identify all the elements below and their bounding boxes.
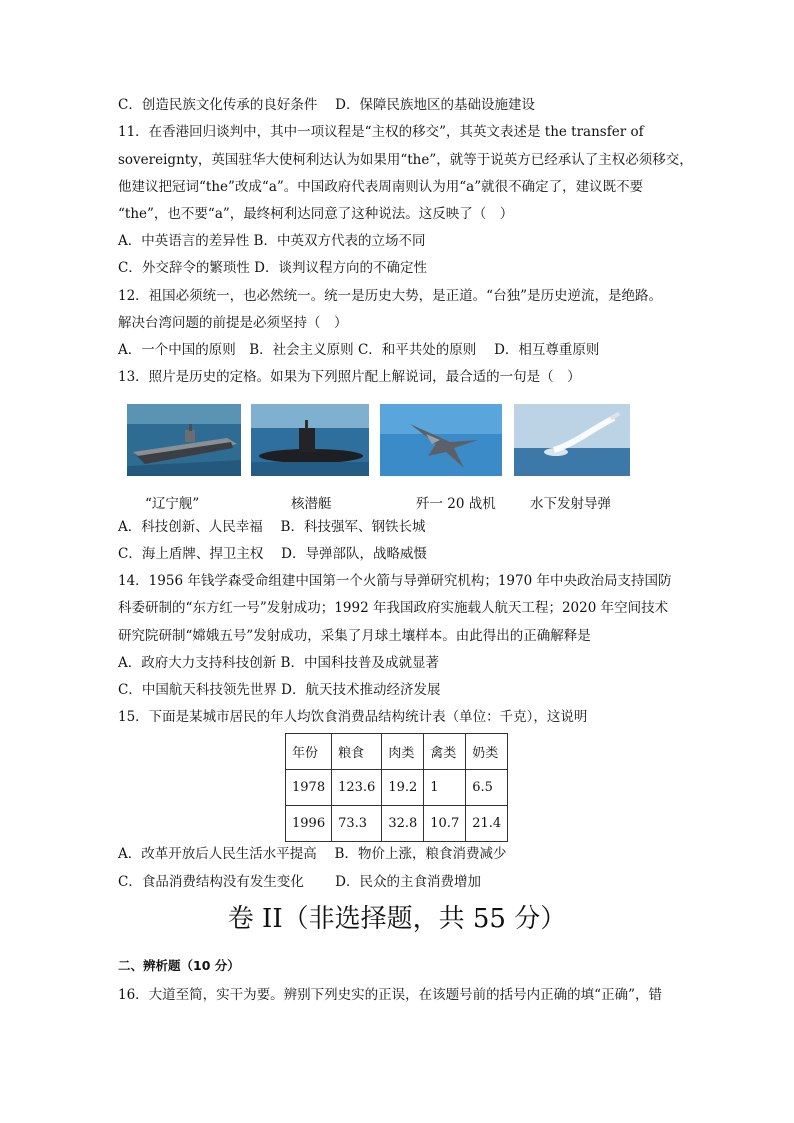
q14-options-cd: C．中国航天科技领先世界 D．航天技术推动经济发展: [118, 682, 441, 698]
q10-option-c-d: C．创造民族文化传承的良好条件 D．保障民族地区的基础设施建设: [118, 97, 535, 113]
caption-j20: 歼一 20 战机: [416, 496, 496, 512]
q13-options-ab: A．科技创新、人民幸福 B．科技强军、钢铁长城: [118, 519, 426, 535]
table-cell: 1978: [286, 770, 332, 806]
table-cell: 1: [424, 770, 466, 806]
table-header-cell: 禽类: [424, 734, 466, 770]
q13-stem: 13．照片是历史的定格。如果为下列照片配上解说词，最合适的一句是（ ）: [118, 369, 581, 385]
q14-stem-1: 14．1956 年钱学森受命组建中国第一个火箭与导弹研究机构；1970 年中央政治局支持国防: [118, 573, 672, 589]
table-cell: 10.7: [424, 806, 466, 842]
section-2-heading: 二、辨析题（10 分）: [118, 958, 240, 973]
caption-missile: 水下发射导弹: [530, 496, 611, 512]
table-header-cell: 粮食: [332, 734, 382, 770]
caption-submarine: 核潜艇: [291, 496, 332, 512]
table-row: [286, 806, 508, 842]
q15-options-ab: A．改革开放后人民生活水平提高 B．物价上涨，粮食消费减少: [118, 846, 507, 862]
table-cell: 21.4: [466, 806, 508, 842]
table-cell: 19.2: [382, 770, 424, 806]
aircraft-carrier-photo: [127, 404, 241, 476]
q12-options: A．一个中国的原则 B．社会主义原则 C．和平共处的原则 D．相互尊重原则: [118, 342, 600, 358]
underwater-missile-launch-photo: [514, 404, 630, 476]
table-header-cell: 年份: [286, 734, 332, 770]
q13-options-cd: C．海上盾牌、捍卫主权 D．导弹部队，战略威慑: [118, 546, 427, 562]
table-row: [286, 770, 508, 806]
table-cell: 32.8: [382, 806, 424, 842]
q11-stem-4: “the”，也不要“a”，最终柯利达同意了这种说法。这反映了（ ）: [118, 206, 514, 222]
q11-stem-3: 他建议把冠词“the”改成“a”。中国政府代表周南则认为用“a”就很不确定了，建议既不要: [118, 179, 644, 195]
table-cell: 123.6: [332, 770, 382, 806]
q16-stem: 16．大道至简，实干为要。辨别下列史实的正误，在该题号前的括号内正确的填“正确”，错: [118, 987, 662, 1003]
section-title: 卷 II（非选择题，共 55 分）: [227, 904, 567, 934]
j20-fighter-photo: [380, 404, 502, 476]
q15-options-cd: C．食品消费结构没有发生变化 D．民众的主食消费增加: [118, 874, 481, 890]
q11-stem-2: sovereignty，英国驻华大使柯利达认为如果用“the”，就等于说英方已经承认了主权必须移交，: [118, 152, 693, 168]
table-cell: 1996: [286, 806, 332, 842]
q11-stem-1: 11．在香港回归谈判中，其中一项议程是“主权的移交”，其英文表述是 the transfer of: [118, 124, 644, 140]
q11-options-ab: A．中英语言的差异性 B．中英双方代表的立场不同: [118, 233, 426, 249]
table-header-row: [286, 734, 508, 770]
caption-liaoning: “辽宁舰”: [145, 496, 200, 512]
table-cell: 73.3: [332, 806, 382, 842]
consumption-table: [285, 733, 508, 842]
q15-stem: 15．下面是某城市居民的年人均饮食消费品结构统计表（单位：千克），这说明: [118, 709, 588, 725]
table-cell: 6.5: [466, 770, 508, 806]
q14-stem-3: 研究院研制“嫦娥五号”发射成功，采集了月球土壤样本。由此得出的正确解释是: [118, 628, 591, 644]
table-header-cell: 肉类: [382, 734, 424, 770]
q14-stem-2: 科委研制的“东方红一号”发射成功；1992 年我国政府实施载人航天工程；2020 年空间技术: [118, 600, 669, 616]
q11-options-cd: C．外交辞令的繁琐性 D．谈判议程方向的不确定性: [118, 260, 427, 276]
q12-stem-2: 解决台湾问题的前提是必须坚持（ ）: [118, 315, 348, 331]
nuclear-submarine-photo: [251, 404, 369, 476]
q12-stem-1: 12．祖国必须统一，也必然统一。统一是历史大势，是正道。“台独”是历史逆流，是绝路。: [118, 288, 662, 304]
table-header-cell: 奶类: [466, 734, 508, 770]
q14-options-ab: A．政府大力支持科技创新 B．中国科技普及成就显著: [118, 655, 439, 671]
